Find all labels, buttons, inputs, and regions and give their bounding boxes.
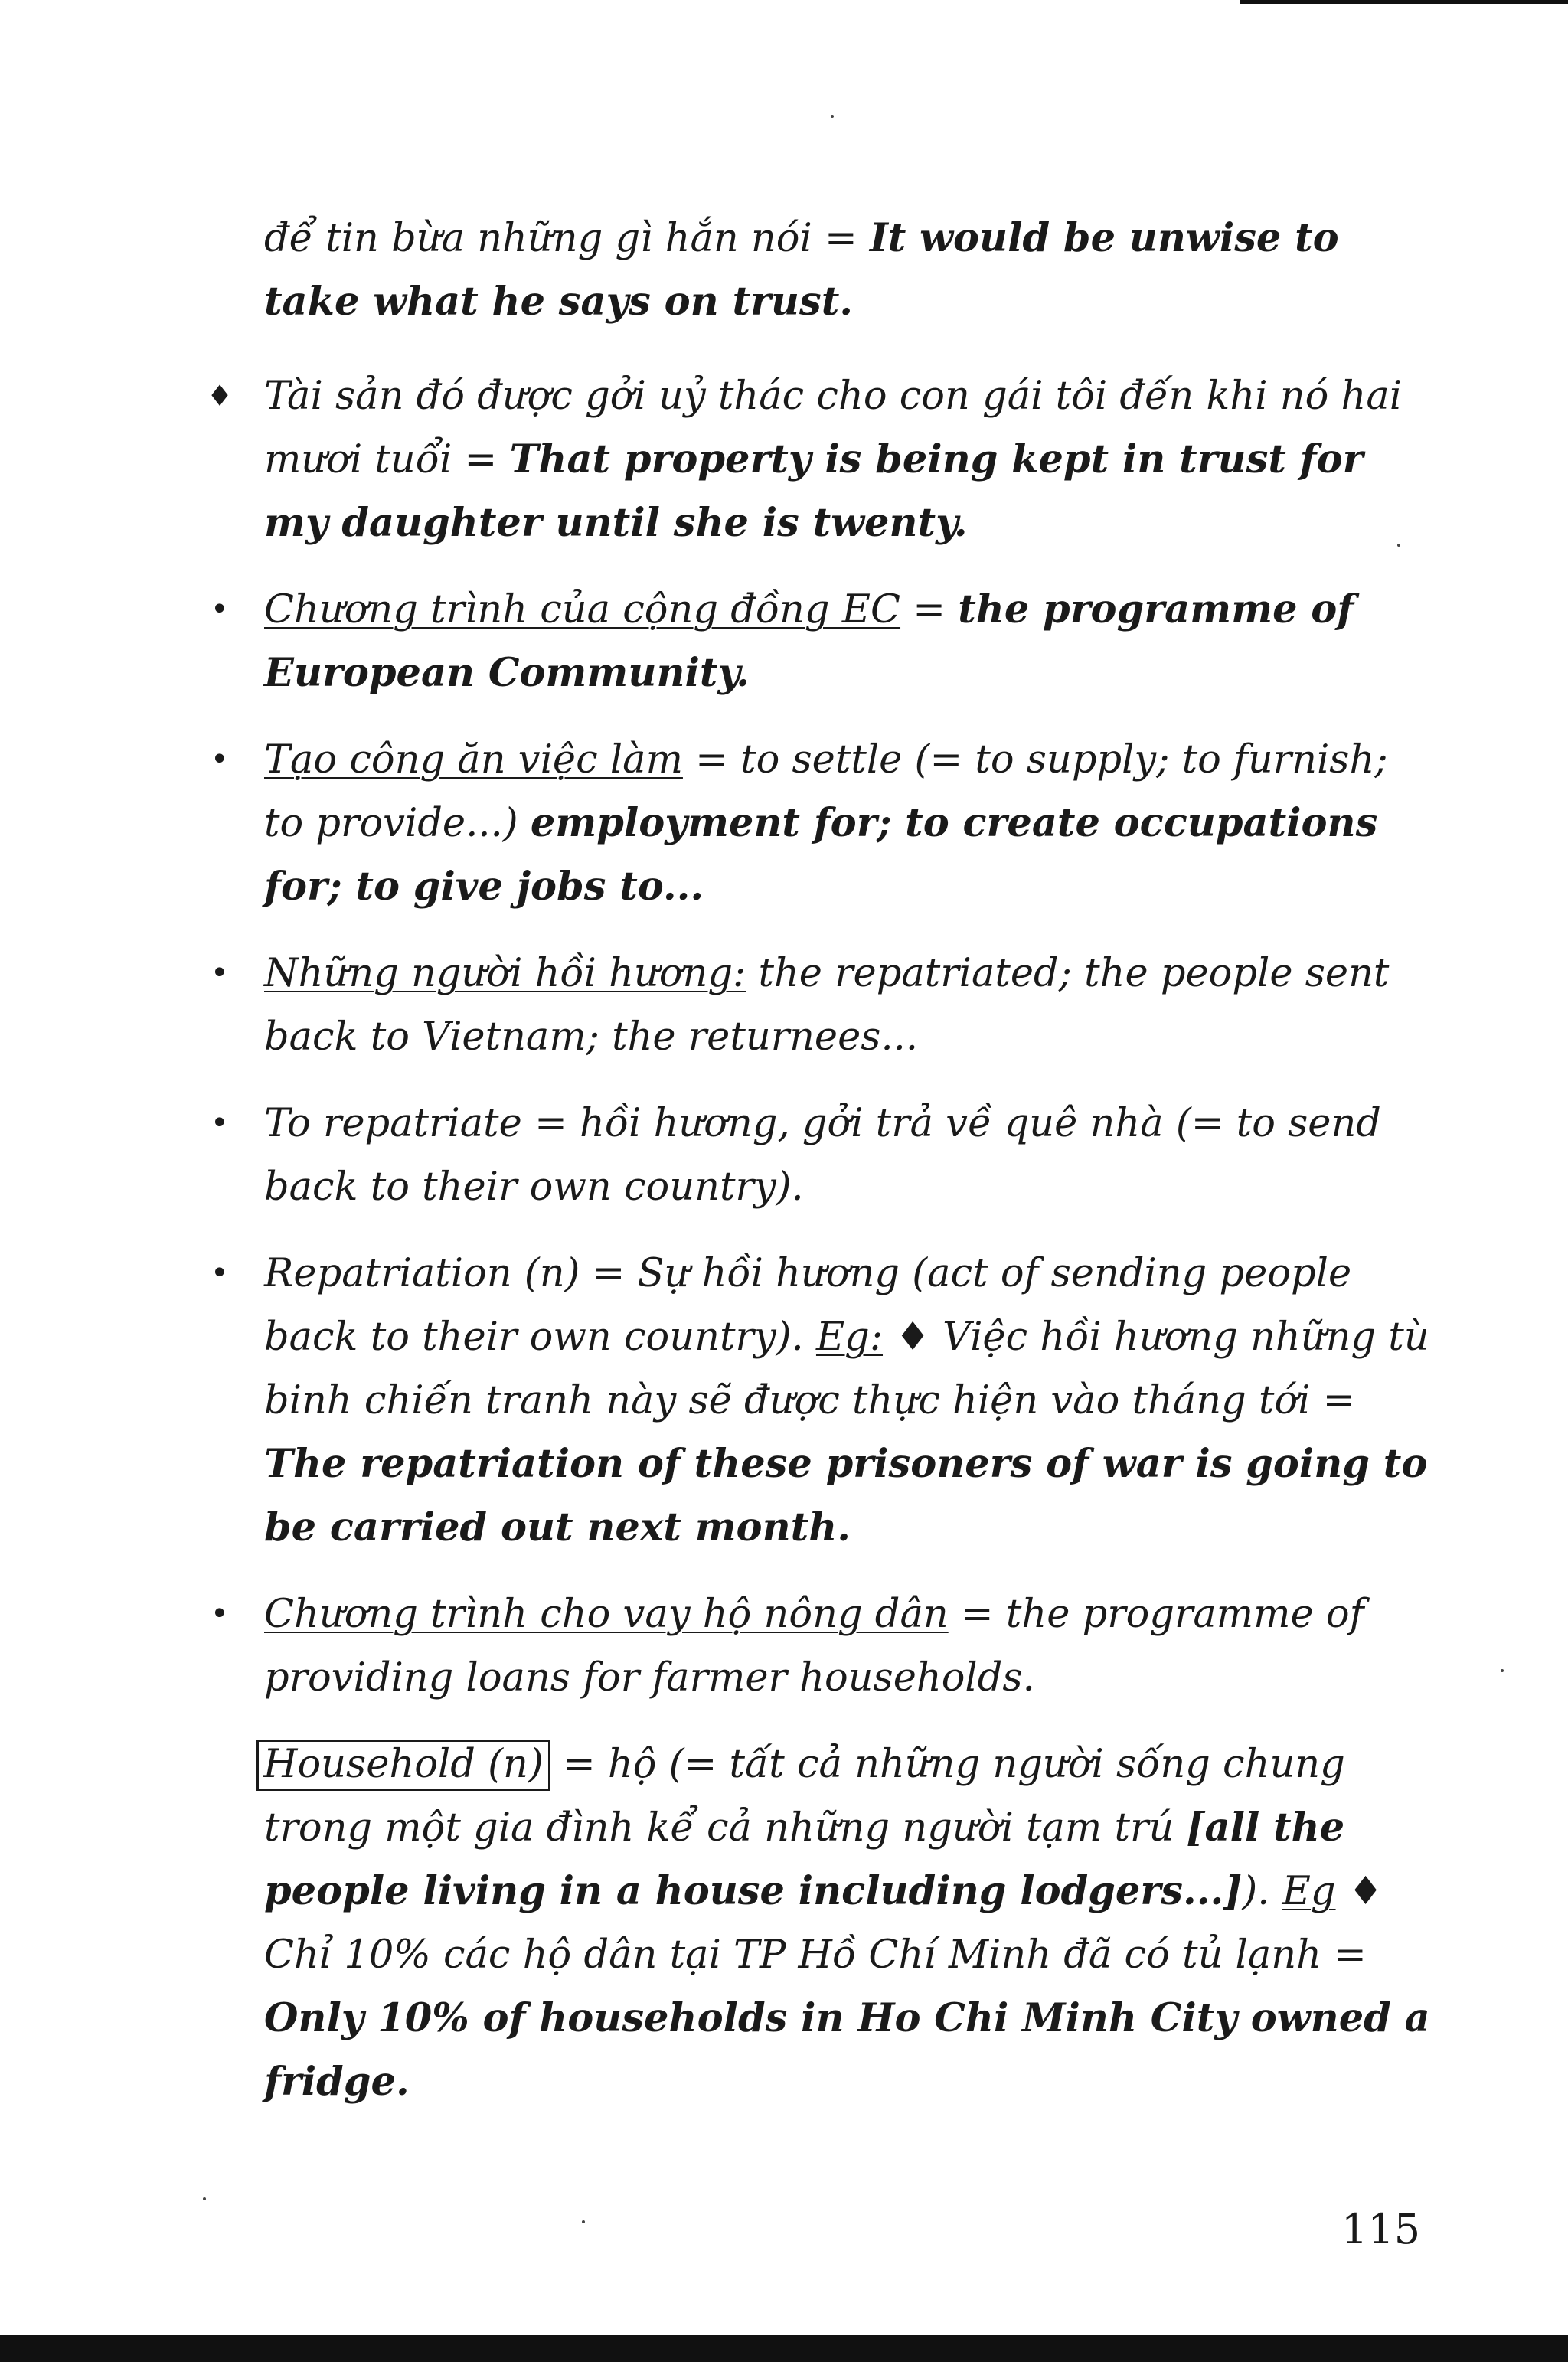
entry-english: employment for; to create occupations for; to give jobs to... — [264, 800, 1378, 910]
scan-speck — [831, 115, 834, 118]
entry-gloss: = the programme of providing loans for farmer households. — [264, 1592, 1364, 1700]
entry-gloss: To repatriate = hồi hương, gởi trả về quê nhà (= to send back to their own country). — [264, 1101, 1381, 1210]
page-body — [176, 207, 1432, 2137]
entry-english: the programme of European Community. — [264, 586, 1354, 696]
example-label: Eg: — [815, 1315, 884, 1360]
entry-ec-programme — [176, 578, 1432, 705]
entry-vietnamese: Tài sản đó được gởi uỷ thác cho con gái tôi đến khi nó hai mươi tuổi = — [264, 374, 1403, 482]
scan-edge-bottom — [0, 2335, 1568, 2362]
entry-gloss: Repatriation (n) = Sự hồi hương (act of sending people back to their own country). — [264, 1251, 1352, 1360]
example-vietnamese: ♦ Chỉ 10% các hộ dân tại TP Hồ Chí Minh đã có tủ lạnh = — [264, 1869, 1383, 1978]
entry-headword: Chương trình của cộng đồng EC — [264, 587, 901, 632]
entry-returnees — [176, 942, 1432, 1069]
entry-english-definition: [all the people living in a house including lodgers...] — [264, 1805, 1345, 1914]
dot-bullet-icon: • — [211, 1106, 229, 1141]
entry-english: It would be unwise to take what he says on trust. — [264, 215, 1339, 325]
entry-gloss: the repatriated; the people sent back to Vietnam; the returnees... — [264, 951, 1390, 1060]
entry-repatriation — [176, 1242, 1432, 1560]
scan-edge-top — [1240, 0, 1568, 4]
example-english: Only 10% of households in Ho Chi Minh City owned a fridge. — [264, 1995, 1430, 2105]
entry-vietnamese: để tin bừa những gì hắn nói = — [264, 216, 870, 261]
entry-gloss: = to settle (= to supply; to furnish; to provide...) — [264, 737, 1388, 846]
entry-household — [176, 1733, 1432, 2114]
entry-headword: Tạo công ăn việc làm — [264, 737, 683, 782]
entry-farmer-loans — [176, 1583, 1432, 1710]
entry-headword: Chương trình cho vay hộ nông dân — [264, 1592, 949, 1637]
entry-english: That property is being kept in trust for my daughter until she is twenty. — [264, 436, 1364, 546]
page-number: 115 — [1341, 2205, 1421, 2253]
example-vietnamese: ♦ Việc hồi hương những tù binh chiến tranh này sẽ được thực hiện vào tháng tới = — [264, 1315, 1429, 1423]
entry-trust — [176, 364, 1432, 555]
entry-gloss: = hộ (= tất cả những người sống chung trong một gia đình kể cả những người tạm trú — [264, 1742, 1345, 1851]
dot-bullet-icon: • — [211, 1596, 229, 1632]
scan-speck — [582, 2220, 585, 2223]
entry-employment — [176, 728, 1432, 919]
dot-bullet-icon: • — [211, 592, 229, 627]
entry-punct: ). — [1242, 1869, 1282, 1914]
dot-bullet-icon: • — [211, 956, 229, 991]
scan-speck — [1501, 1669, 1504, 1672]
entry-continuation — [176, 207, 1432, 334]
scan-speck — [203, 2197, 206, 2200]
entry-headword: Những người hồi hương: — [264, 951, 746, 996]
example-label: Eg — [1282, 1869, 1336, 1914]
diamond-bullet-icon: ♦ — [207, 379, 234, 413]
dot-bullet-icon: • — [211, 1256, 229, 1291]
entry-equals: = — [900, 587, 959, 632]
entry-repatriate — [176, 1092, 1432, 1219]
example-english: The repatriation of these prisoners of war is going to be carried out next month. — [264, 1441, 1428, 1550]
boxed-headword: Household (n) — [256, 1740, 550, 1791]
dot-bullet-icon: • — [211, 742, 229, 777]
